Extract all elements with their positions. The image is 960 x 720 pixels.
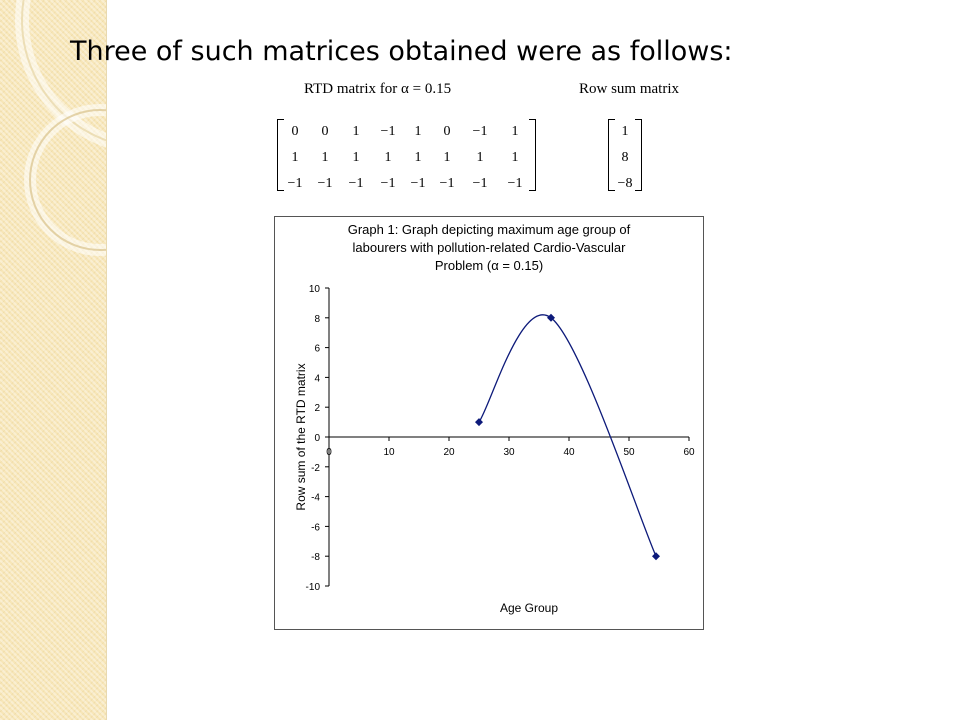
matrix-cell: 1: [621, 124, 629, 139]
matrix-row: [608, 171, 642, 197]
chart-panel: [274, 216, 704, 630]
matrix-cell: 8: [621, 150, 629, 165]
matrix-cell: −1: [507, 176, 523, 191]
x-axis-title: Age Group: [499, 601, 559, 615]
y-tick-label: 0: [314, 433, 320, 444]
chart-title-line: labourers with pollution-related Cardio-Vascular: [352, 240, 626, 255]
x-tick-label: 60: [683, 447, 695, 458]
matrix-cell: 1: [352, 150, 360, 165]
data-point: [652, 552, 660, 560]
matrix-cell: −1: [317, 176, 333, 191]
series-line: [479, 315, 656, 556]
matrix-cell: 0: [443, 124, 451, 139]
y-tick-label: 8: [314, 313, 320, 325]
y-tick-label: -2: [311, 462, 320, 474]
row-sum-matrix-label: Row sum matrix: [579, 81, 679, 97]
y-tick-label: -8: [311, 552, 320, 564]
matrix-cell: −1: [472, 124, 488, 139]
data-point: [475, 418, 483, 426]
rtd-matrix-label: RTD matrix for α = 0.15: [304, 81, 452, 97]
decorative-sidebar: [0, 0, 107, 720]
x-tick-label: 0: [326, 447, 332, 458]
x-tick-label: 10: [383, 447, 395, 458]
line-chart: [275, 217, 703, 629]
sidebar-rings-decoration: [0, 0, 106, 720]
y-tick-label: -6: [311, 522, 320, 534]
matrix-cell: 1: [352, 124, 360, 139]
y-tick-label: 2: [314, 403, 320, 415]
matrix-cell: 0: [321, 124, 329, 139]
matrix-row: [277, 145, 536, 171]
matrix-cell: 1: [511, 150, 519, 165]
x-tick-label: 30: [503, 447, 515, 458]
matrix-cell: 1: [414, 124, 422, 139]
matrix-cell: −1: [380, 124, 396, 139]
y-tick-label: -10: [305, 582, 320, 593]
matrix-cell: −8: [617, 176, 633, 191]
matrix-cell: 1: [443, 150, 451, 165]
matrix-row: [277, 171, 536, 197]
matrix-row: [277, 119, 536, 145]
x-tick-label: 40: [563, 447, 575, 458]
matrix-cell: 1: [476, 150, 484, 165]
matrix-cell: −1: [439, 176, 455, 191]
row-sum-matrix: [608, 119, 642, 191]
matrix-cell: 1: [291, 150, 299, 165]
matrix-cell: −1: [472, 176, 488, 191]
x-tick-label: 20: [443, 447, 455, 458]
rtd-matrix: [277, 119, 536, 191]
matrix-cell: 1: [414, 150, 422, 165]
y-tick-label: 6: [314, 343, 320, 355]
matrix-cell: 1: [511, 124, 519, 139]
slide-title: Three of such matrices obtained were as follows:: [70, 36, 733, 67]
matrix-cell: −1: [410, 176, 426, 191]
matrix-cell: −1: [380, 176, 396, 191]
matrix-cell: −1: [348, 176, 364, 191]
chart-title-line: Graph 1: Graph depicting maximum age group of: [347, 222, 631, 237]
chart-title-line: Problem (α = 0.15): [434, 258, 544, 273]
x-tick-label: 50: [623, 447, 635, 458]
matrix-cell: 1: [321, 150, 329, 165]
matrix-cell: −1: [287, 176, 303, 191]
y-axis-title: Row sum of the RTD matrix: [294, 363, 308, 511]
y-tick-label: -4: [311, 492, 320, 504]
matrix-cell: 1: [384, 150, 392, 165]
matrix-cell: 0: [291, 124, 299, 139]
y-tick-label: 10: [308, 284, 320, 295]
matrix-row: [608, 145, 642, 171]
matrix-row: [608, 119, 642, 145]
y-tick-label: 4: [314, 373, 320, 385]
